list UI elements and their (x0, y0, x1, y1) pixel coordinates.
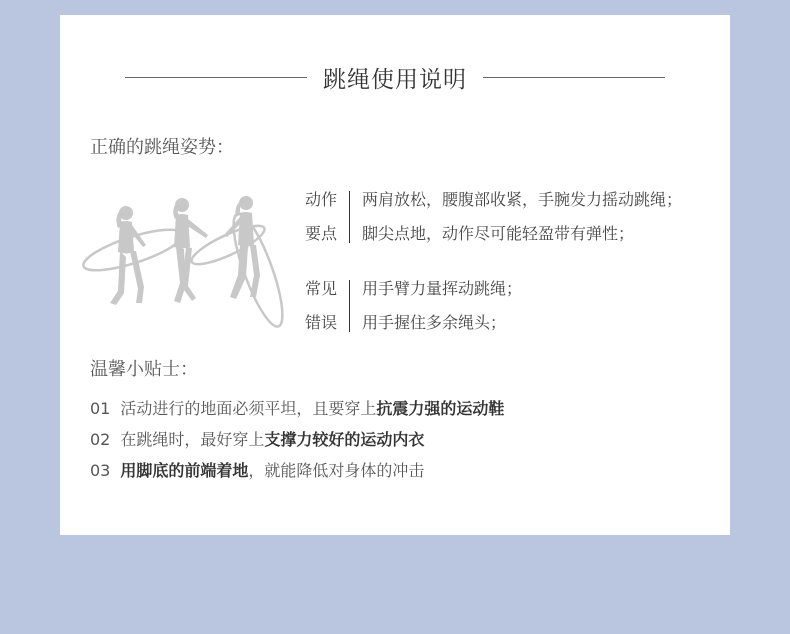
rule-group-key-points (305, 183, 682, 251)
tip-item (90, 424, 504, 455)
jumper-figure-1 (110, 206, 146, 305)
tip-emphasis: 用脚底的前端着地 (120, 461, 249, 480)
rule-label (305, 183, 337, 251)
tips-heading: 温馨小贴士： (90, 359, 198, 380)
tip-text-after: ，就能降低对身体的冲击 (248, 461, 425, 480)
title-right-rule (483, 77, 665, 78)
rule-text (362, 272, 522, 340)
instruction-card (60, 15, 730, 535)
jumper-figure-2 (173, 198, 208, 303)
rule-line: 用手握住多余绳头； (362, 313, 507, 332)
tip-item (90, 393, 504, 424)
tip-text: 活动进行的地面必须平坦，且要穿上 (120, 399, 377, 418)
title-row (125, 60, 665, 94)
rule-divider (349, 191, 350, 243)
tip-emphasis: 抗震力强的运动鞋 (376, 399, 505, 418)
tip-number: 01 (90, 399, 111, 418)
rule-label-line: 动作 (305, 190, 338, 209)
tip-number: 03 (90, 461, 111, 480)
rule-divider (349, 280, 350, 332)
rule-line: 两肩放松，腰腹部收紧，手腕发力摇动跳绳； (362, 190, 683, 209)
rule-label-line: 常见 (305, 279, 338, 298)
tip-item (90, 455, 504, 486)
rule-group-common-mistakes (305, 272, 522, 340)
title-left-rule (125, 77, 307, 78)
posture-heading: 正确的跳绳姿势： (90, 137, 234, 158)
tip-emphasis: 支撑力较好的运动内衣 (264, 430, 425, 449)
rule-label-line: 要点 (305, 224, 338, 243)
tip-number: 02 (90, 430, 111, 449)
jumper-figure-3 (224, 196, 260, 299)
page-title: 跳绳使用说明 (323, 66, 467, 93)
rule-line: 用手臂力量挥动跳绳； (362, 279, 523, 298)
tips-list (90, 393, 504, 486)
rule-line: 脚尖点地，动作尽可能轻盈带有弹性； (362, 224, 635, 243)
tip-text: 在跳绳时，最好穿上 (120, 430, 265, 449)
rule-label-line: 错误 (305, 313, 338, 332)
rule-text (362, 183, 682, 251)
jump-rope-figures-illustration (78, 185, 288, 335)
rule-label (305, 272, 337, 340)
